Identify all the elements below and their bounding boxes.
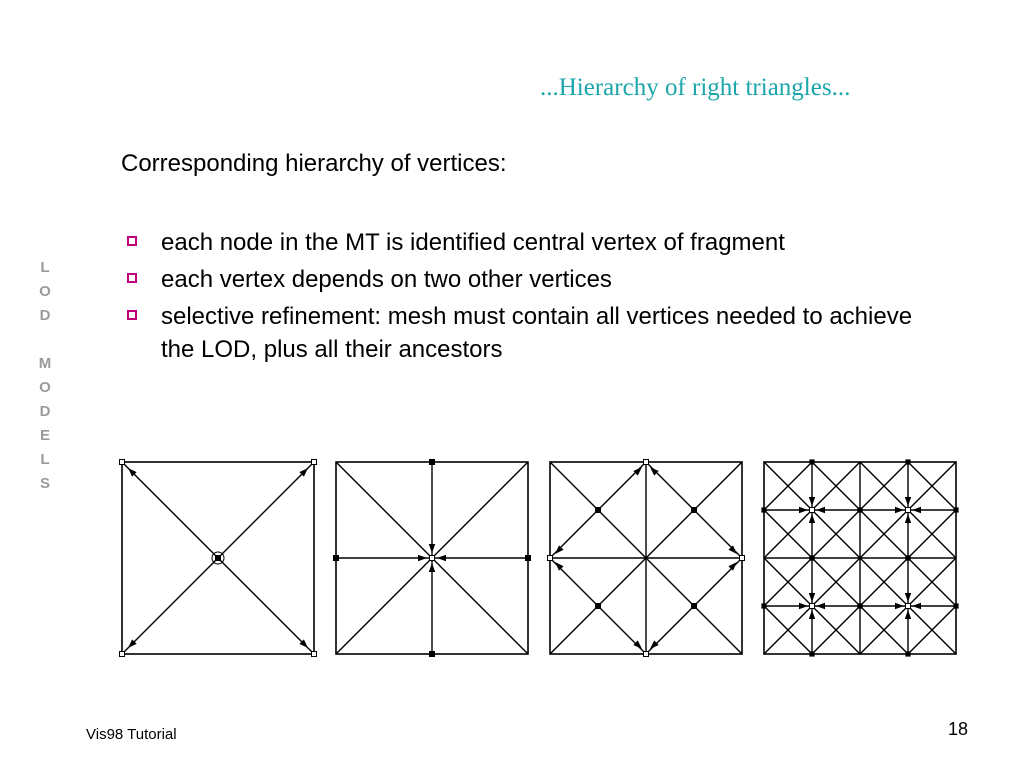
vertex-open [430,556,435,561]
bullet-item [121,300,941,366]
slide-title: ...Hierarchy of right triangles... [540,74,851,101]
vertex-dot [333,555,339,561]
dependency-arrow [809,514,815,523]
square-bullet-icon [127,236,137,246]
dependency-arrow [816,603,825,609]
page-number: 18 [948,719,969,739]
vertex-open [810,508,815,513]
vertex-open [312,652,317,657]
square-bullet-icon [127,273,137,283]
vertex-open [906,604,911,609]
bullet-text: each node in the MT is identified central vertex of fragment [161,229,785,256]
hierarchy-level-3-diagram [546,458,746,658]
dependency-arrow [418,555,427,561]
vertex-dot [595,507,601,513]
vertex-dot [215,555,221,561]
dependency-arrow [905,497,911,506]
side-letter: O [39,283,51,300]
vertex-dot [953,603,958,608]
bullet-list [121,226,941,370]
vertex-open [120,652,125,657]
dependency-arrow [429,544,435,553]
dependency-arrow [799,603,808,609]
slide-heading: Corresponding hierarchy of vertices: [121,150,507,177]
vertex-dot [857,507,862,512]
bullet-item [121,263,941,296]
side-letter: O [39,379,51,396]
dependency-arrow [816,507,825,513]
dependency-arrow [809,593,815,602]
bullet-text: selective refinement: mesh must contain all vertices needed to achieve the LOD, plus all their ancestors [161,303,913,363]
side-letter: M [38,355,52,372]
side-letter: L [40,451,50,468]
vertex-dot [905,651,910,656]
vertex-open [644,652,649,657]
vertex-dot [905,459,910,464]
bullet-text: each vertex depends on two other vertices [161,266,612,293]
vertex-dot [809,555,814,560]
bullet-item [121,226,941,259]
dependency-arrow [437,555,446,561]
dependency-arrow [905,593,911,602]
vertex-open [810,604,815,609]
side-letter: D [39,403,51,420]
triangle-hierarchy-diagrams [118,458,960,658]
vertex-open [312,460,317,465]
dependency-arrow [809,497,815,506]
dependency-arrow [895,507,904,513]
dependency-arrow [905,514,911,523]
vertex-open [740,556,745,561]
vertex-dot [905,555,910,560]
dependency-arrow [905,610,911,619]
vertex-dot [525,555,531,561]
footer-text: Vis98 Tutorial [86,726,177,743]
vertex-dot [691,507,697,513]
vertex-open [548,556,553,561]
dependency-arrow [912,603,921,609]
dependency-arrow [809,610,815,619]
vertex-dot [809,459,814,464]
vertex-dot [953,507,958,512]
vertex-open [644,460,649,465]
vertex-dot [761,507,766,512]
vertex-dot [761,603,766,608]
side-label-lod-models [34,256,56,496]
hierarchy-level-1-diagram [118,458,318,658]
side-letter: S [39,475,50,492]
vertex-dot [691,603,697,609]
vertex-open [120,460,125,465]
side-letter: D [39,307,51,324]
hierarchy-level-4-diagram [760,458,960,658]
vertex-dot [809,651,814,656]
vertex-dot [429,459,435,465]
vertex-dot [595,603,601,609]
side-letter: E [39,427,50,444]
square-bullet-icon [127,310,137,320]
side-letter: L [40,259,50,276]
side-letter [34,328,56,352]
dependency-arrow [429,563,435,572]
vertex-open [906,508,911,513]
dependency-arrow [895,603,904,609]
dependency-arrow [912,507,921,513]
vertex-dot [857,603,862,608]
vertex-dot [429,651,435,657]
hierarchy-level-2-diagram [332,458,532,658]
dependency-arrow [799,507,808,513]
